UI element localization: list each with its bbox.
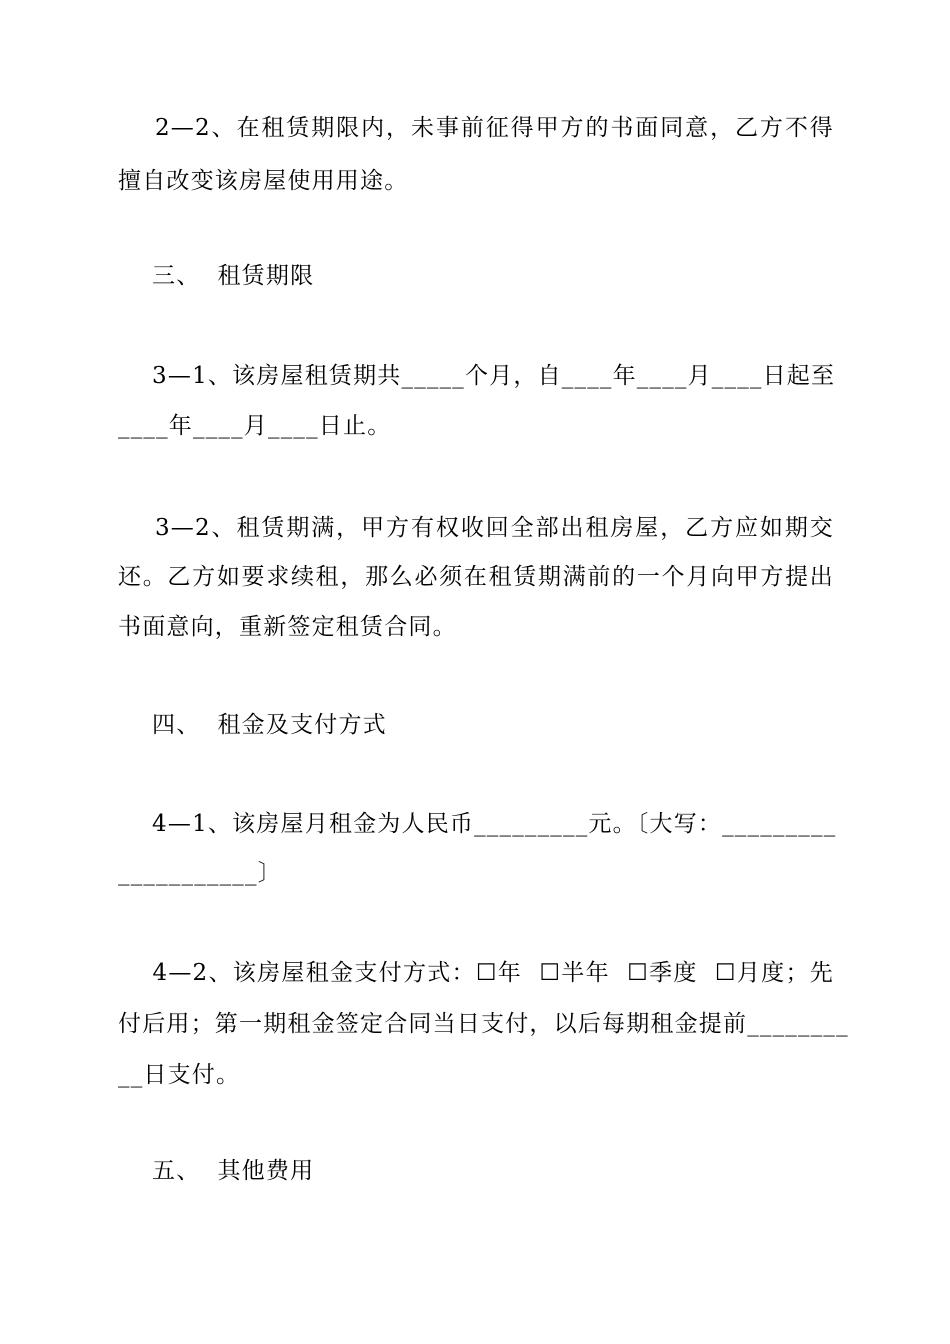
section-4-heading: 四、 租金及支付方式	[118, 712, 387, 738]
paragraph-3-2-line-1: 3—2、租赁期满，甲方有权收回全部出租房屋，乙方应如期交	[118, 515, 834, 541]
paragraph-3-1-line-1: 3—1、该房屋租赁期共_____个月，自____年____月____日起至	[118, 363, 836, 389]
section-5-heading: 五、 其他费用	[118, 1158, 315, 1184]
section-3-heading: 三、 租赁期限	[118, 263, 315, 289]
paragraph-4-2-line-2: 付后用；第一期租金签定合同当日支付，以后每期租金提前________	[118, 1011, 849, 1037]
paragraph-4-2-line-1: 4—2、该房屋租金支付方式：☐年 ☐半年 ☐季度 ☐月度；先	[118, 960, 834, 986]
paragraph-4-2-line-3: __日支付。	[118, 1062, 241, 1088]
paragraph-2-2-line-2: 擅自改变该房屋使用用途。	[118, 168, 409, 194]
paragraph-3-1-line-2: ____年____月____日止。	[118, 413, 392, 439]
paragraph-3-2-line-2: 还。乙方如要求续租，那么必须在租赁期满前的一个月向甲方提出	[118, 564, 834, 590]
paragraph-4-1-line-2: ___________〕	[118, 860, 282, 886]
paragraph-3-2-line-3: 书面意向，重新签定租赁合同。	[118, 614, 457, 640]
paragraph-4-1-line-1: 4—1、该房屋月租金为人民币_________元。〔大写：_________	[118, 811, 837, 837]
paragraph-2-2-line-1: 2—2、在租赁期限内，未事前征得甲方的书面同意，乙方不得	[118, 115, 834, 141]
